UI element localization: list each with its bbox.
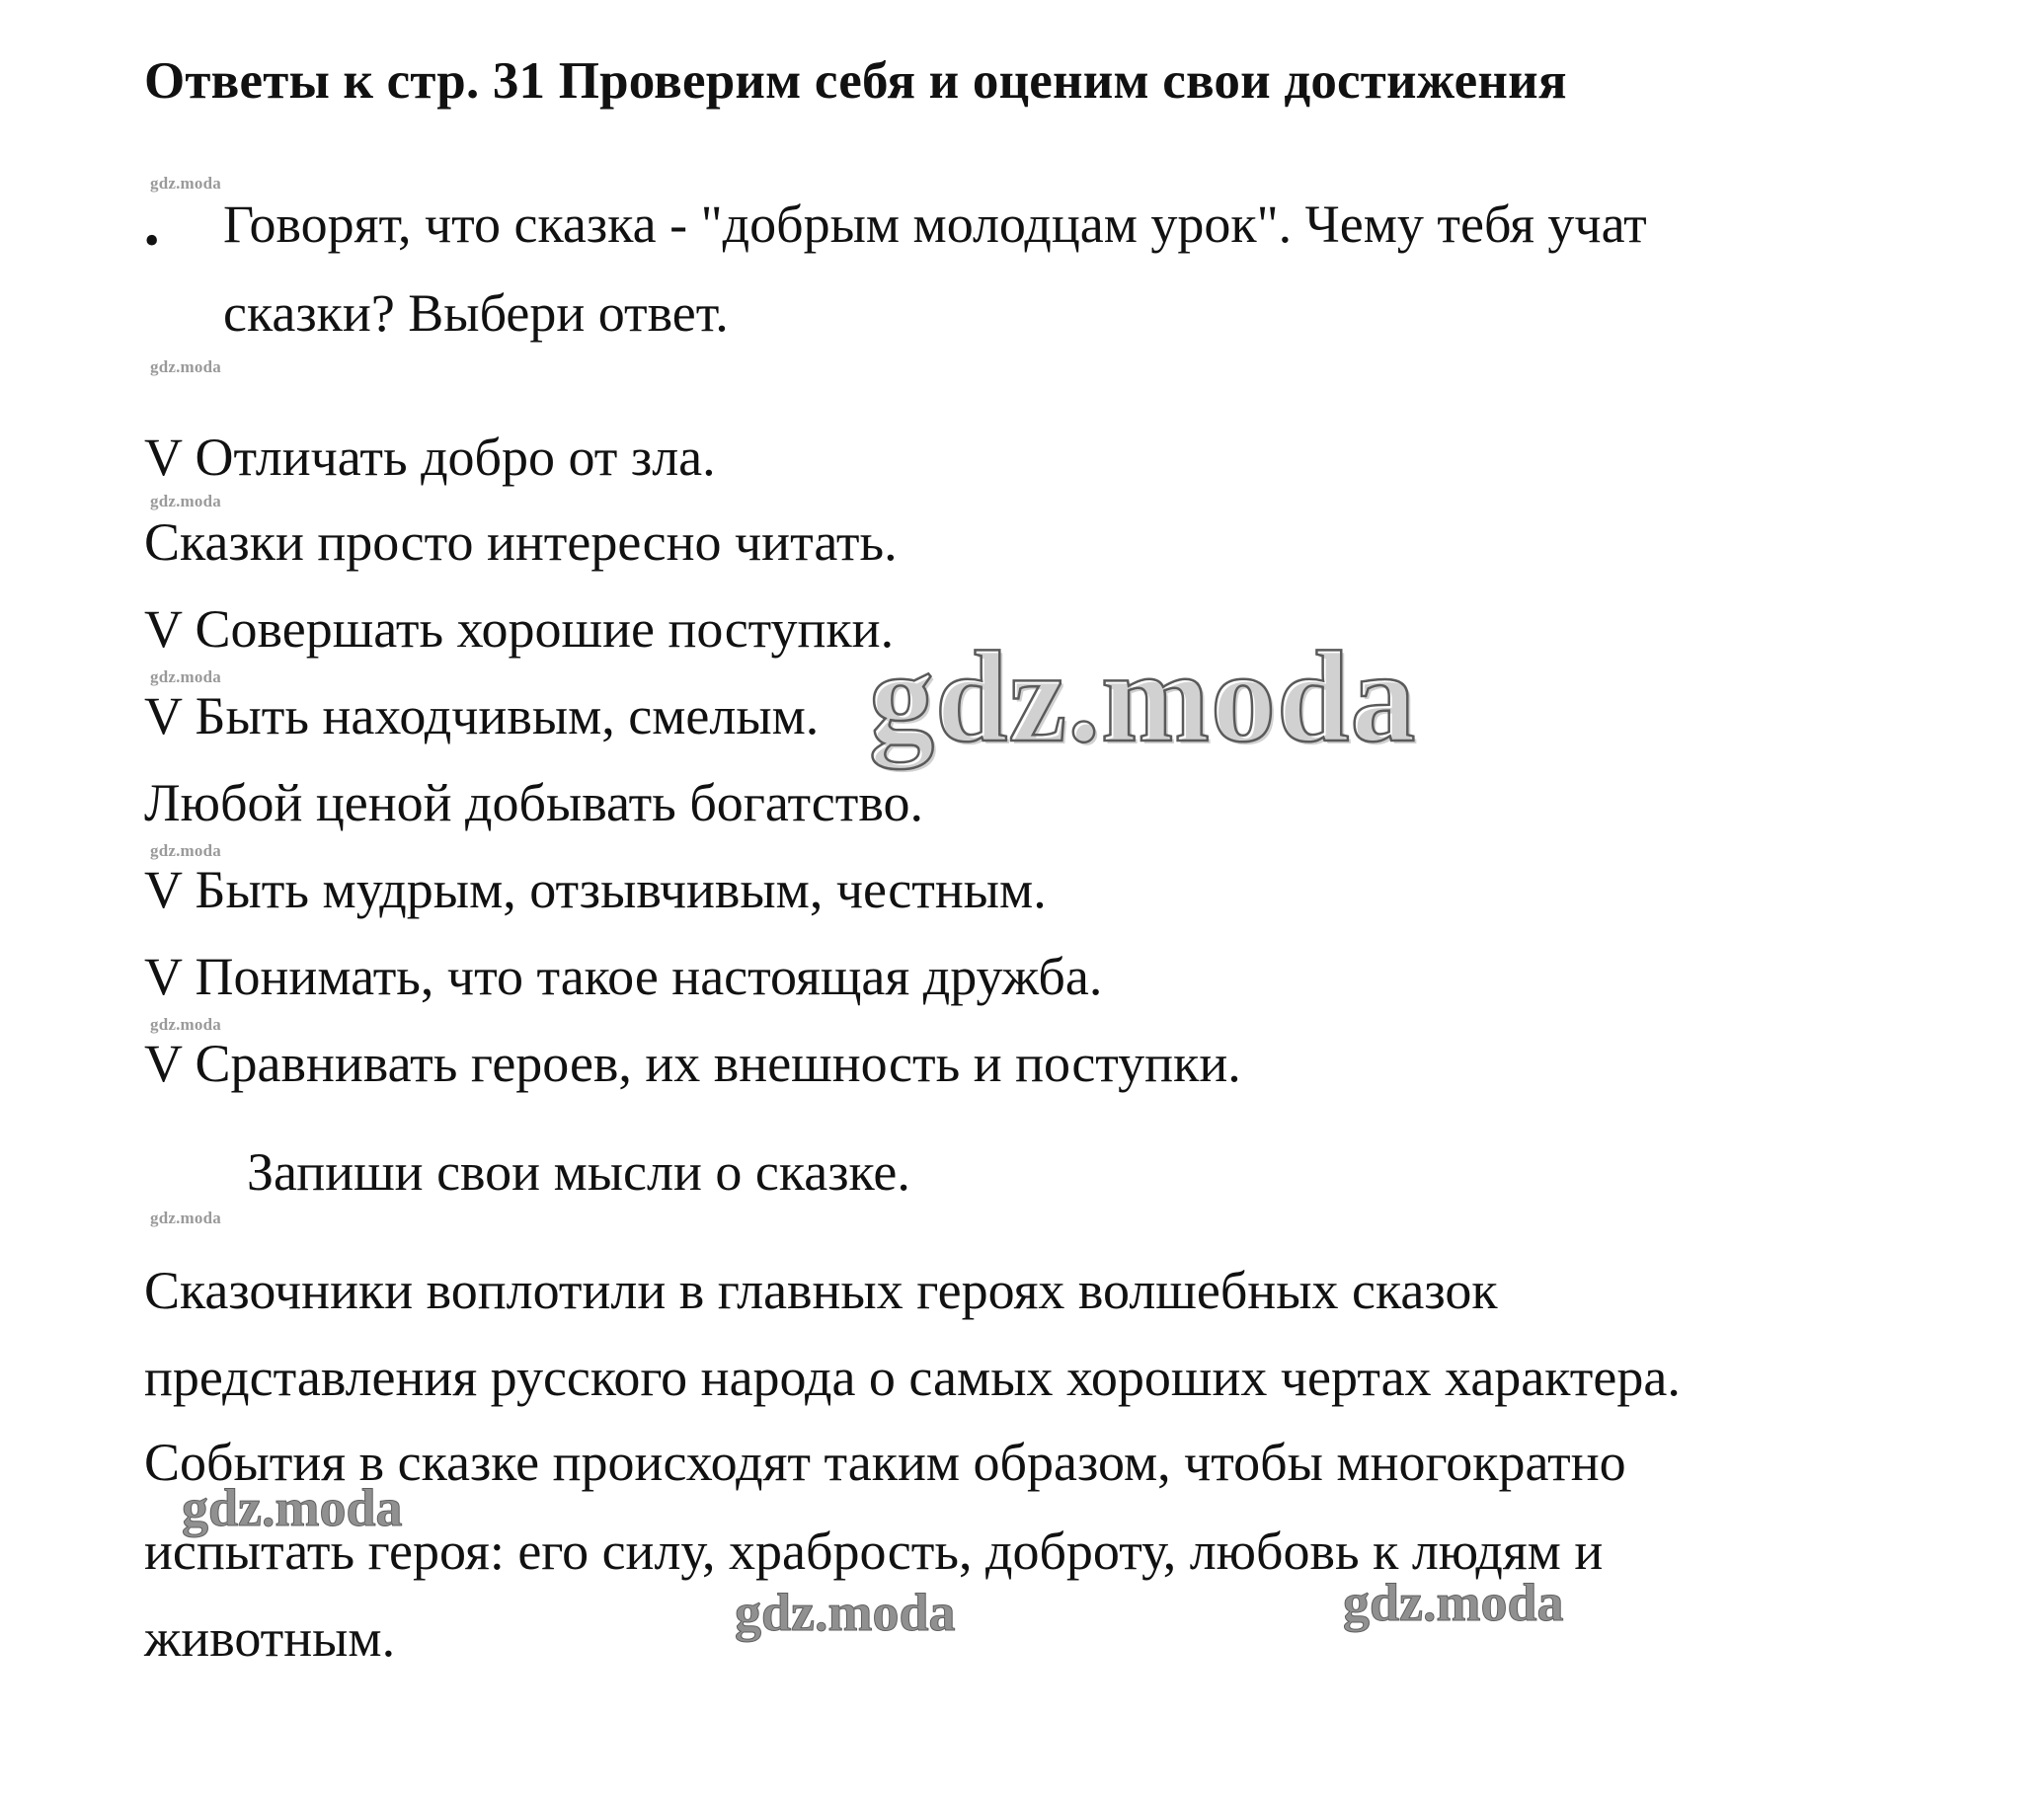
paragraph-line: испытать героя: его силу, храбрость, доброту, любовь к людям и bbox=[144, 1522, 1604, 1581]
answer-item: V Быть находчивым, смелым. bbox=[144, 686, 820, 745]
watermark-small: gdz.moda bbox=[150, 667, 221, 686]
watermark-small: gdz.moda bbox=[150, 492, 221, 510]
watermark-small: gdz.moda bbox=[150, 1209, 221, 1227]
page-title: Ответы к стр. 31 Проверим себя и оценим свои достижения bbox=[144, 52, 1567, 110]
task-2-heading: Запиши свои мысли о сказке. bbox=[247, 1142, 910, 1202]
watermark-small: gdz.moda bbox=[150, 1015, 221, 1034]
paragraph-line: Сказочники воплотили в главных героях волшебных сказок bbox=[144, 1261, 1498, 1320]
bullet-marker: • bbox=[144, 216, 160, 265]
answer-item: V Понимать, что такое настоящая дружба. bbox=[144, 947, 1103, 1006]
paragraph-line: животным. bbox=[144, 1608, 396, 1668]
question-line-1: Говорят, что сказка - "добрым молодцам урок". Чему тебя учат bbox=[223, 195, 1647, 254]
watermark-small: gdz.moda bbox=[150, 841, 221, 860]
answer-item: Сказки просто интересно читать. bbox=[144, 512, 898, 572]
watermark-small: gdz.moda bbox=[150, 357, 221, 376]
watermark-large: gdz.moda bbox=[869, 624, 1417, 769]
answer-item: V Быть мудрым, отзывчивым, честным. bbox=[144, 860, 1047, 919]
answer-item: V Совершать хорошие поступки. bbox=[144, 599, 895, 659]
question-line-2: сказки? Выбери ответ. bbox=[223, 283, 729, 343]
paragraph-line: представления русского народа о самых хороших чертах характера. bbox=[144, 1348, 1681, 1407]
paragraph-line: События в сказке происходят таким образом, чтобы многократно bbox=[144, 1433, 1626, 1492]
watermark-medium: gdz.moda bbox=[735, 1583, 956, 1642]
watermark-medium: gdz.moda bbox=[182, 1478, 403, 1537]
watermark-small: gdz.moda bbox=[150, 174, 221, 193]
answer-item: V Сравнивать героев, их внешность и поступки. bbox=[144, 1034, 1241, 1093]
answer-item: Любой ценой добывать богатство. bbox=[144, 773, 923, 832]
watermark-medium: gdz.moda bbox=[1343, 1573, 1564, 1632]
answer-item: V Отличать добро от зла. bbox=[144, 428, 716, 487]
